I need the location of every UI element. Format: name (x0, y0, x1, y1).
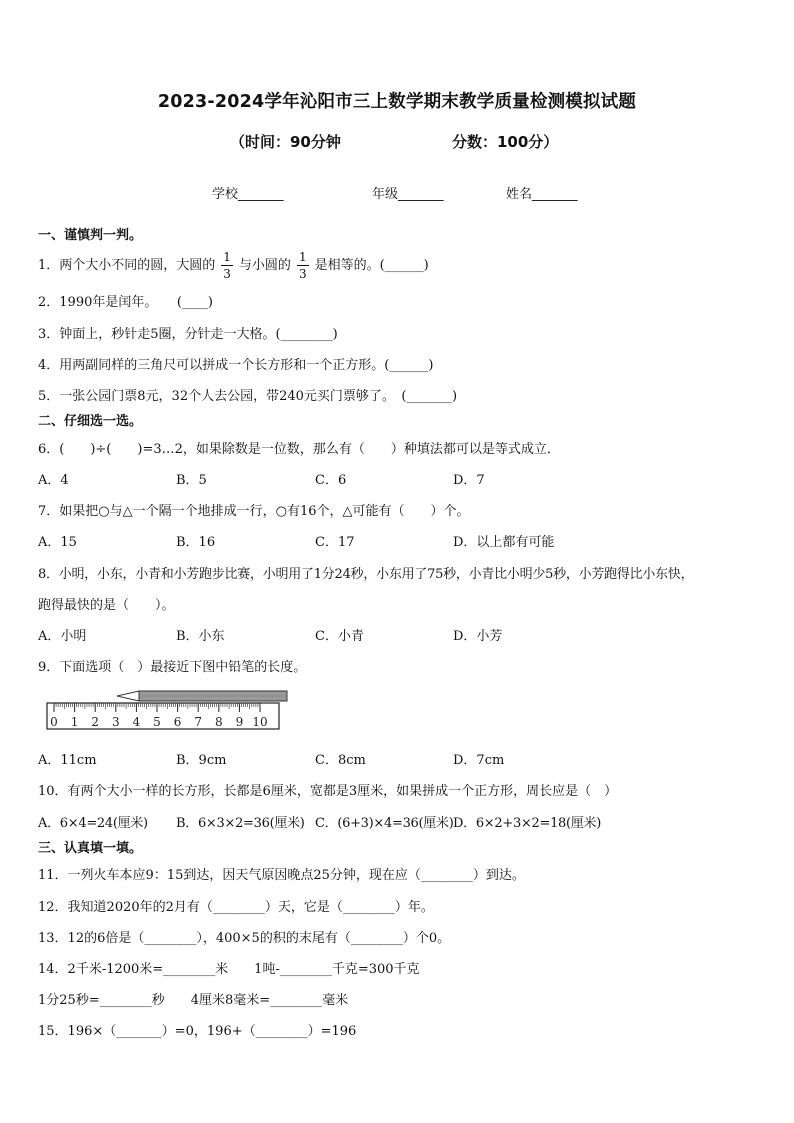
question-10: 10．有两个大小一样的长方形，长都是6厘米，宽都是3厘米，如果拼成一个正方形，周长应是（ ） (38, 784, 618, 799)
q10-option-b: B．6×3×2=36(厘米) (176, 816, 305, 831)
question-3: 3．钟面上，秒针走5圈，分针走一大格。(________) (38, 327, 338, 342)
ruler-pencil-figure (44, 688, 290, 732)
q10-option-c: C．(6+3)×4=36(厘米) (315, 816, 454, 831)
q9-option-a: A．11cm (38, 753, 97, 768)
ruler-tick-label: 5 (153, 715, 161, 729)
q1-text-mid: 与小圆的 (238, 258, 291, 273)
q6-option-b: B．5 (176, 473, 207, 488)
fraction-one-third: $\frac{1}{3}$ (298, 250, 307, 281)
q9-option-b: B．9cm (176, 753, 227, 768)
ruler-tick-label: 1 (70, 715, 79, 729)
exam-time: （时间：90分钟 (230, 133, 341, 151)
question-5: 5．一张公园门票8元，32个人去公园，带240元买门票够了。 (_______) (38, 389, 458, 404)
q8-option-b: B．小东 (176, 629, 225, 644)
q7-option-d: D．以上都有可能 (453, 535, 555, 550)
question-1 (38, 251, 429, 280)
section-heading-fill: 三、认真填一填。 (38, 841, 143, 856)
q10-option-a: A．6×4=24(厘米) (38, 816, 148, 831)
question-9: 9．下面选项（ ）最接近下图中铅笔的长度。 (38, 660, 307, 675)
q1-text-pre: 1．两个大小不同的圆，大圆的 (38, 258, 216, 273)
q9-option-d: D．7cm (453, 753, 505, 768)
question-11: 11．一列火车本应9：15到达，因天气原因晚点25分钟，现在应（________）到达。 (38, 868, 525, 883)
grade-field: 年级_______ (372, 187, 444, 202)
ruler-tick-label: 7 (194, 715, 203, 729)
q8-option-a: A．小明 (38, 629, 87, 644)
question-6: 6．( )÷( )=3…2，如果除数是一位数，那么有（ ）种填法都可以是等式成立． (38, 442, 560, 457)
q8-option-d: D．小芳 (453, 629, 503, 644)
fraction-one-third: $\frac{1}{3}$ (223, 250, 231, 281)
question-14-line-1: 14．2千米-1200米=________米 1吨-________千克=300千克 (38, 962, 420, 977)
q1-text-post: 是相等的。(______) (314, 258, 429, 273)
ruler-tick-label: 8 (214, 715, 223, 729)
ruler-tick-label: 4 (132, 715, 141, 729)
q6-option-d: D．7 (453, 473, 485, 488)
q10-option-d: D．6×2+3×2=18(厘米) (453, 816, 601, 831)
q6-option-a: A．4 (38, 473, 69, 488)
q8-option-c: C．小青 (315, 629, 364, 644)
school-field: 学校_______ (212, 187, 284, 202)
question-8-line-1: 8．小明，小东，小青和小芳跑步比赛，小明用了1分24秒，小东用了75秒，小青比小明少5秒，小芳跑得比小东快， (38, 567, 694, 582)
question-8-line-2: 跑得最快的是（ ）。 (38, 598, 175, 613)
question-2: 2．1990年是闰年。 (____) (38, 295, 213, 310)
page-title: 2023-2024学年沁阳市三上数学期末教学质量检测模拟试题 (157, 92, 637, 112)
question-12: 12．我知道2020年的2月有（________）天，它是（________）年。 (38, 900, 434, 915)
q9-option-c: C．8cm (315, 753, 366, 768)
ruler-tick-label: 10 (252, 715, 268, 729)
q7-option-a: A．15 (38, 535, 77, 550)
question-13: 13．12的6倍是（________），400×5的积的末尾有（________）个0。 (38, 931, 451, 946)
ruler-tick-label: 6 (173, 715, 182, 729)
name-field: 姓名_______ (506, 187, 578, 202)
pencil-icon (117, 691, 287, 701)
exam-score: 分数：100分） (452, 133, 559, 151)
question-14-line-2: 1分25秒=________秒 4厘米8毫米=________毫米 (38, 993, 349, 1008)
ruler-tick-label: 2 (91, 715, 100, 729)
question-7: 7．如果把○与△一个隔一个地排成一行，○有16个，△可能有（ ）个。 (38, 504, 470, 519)
ruler-tick-label: 0 (50, 715, 58, 729)
q6-option-c: C．6 (315, 473, 347, 488)
question-4: 4．用两副同样的三角尺可以拼成一个长方形和一个正方形。(______) (38, 358, 434, 373)
ruler-tick-label: 9 (235, 715, 244, 729)
section-heading-judge: 一、谨慎判一判。 (38, 228, 143, 243)
q7-option-b: B．16 (176, 535, 216, 550)
section-heading-choose: 二、仔细选一选。 (38, 414, 143, 429)
ruler-tick-label: 3 (111, 715, 120, 729)
question-15: 15．196×（_______）=0，196+（________）=196 (38, 1024, 357, 1039)
q7-option-c: C．17 (315, 535, 355, 550)
